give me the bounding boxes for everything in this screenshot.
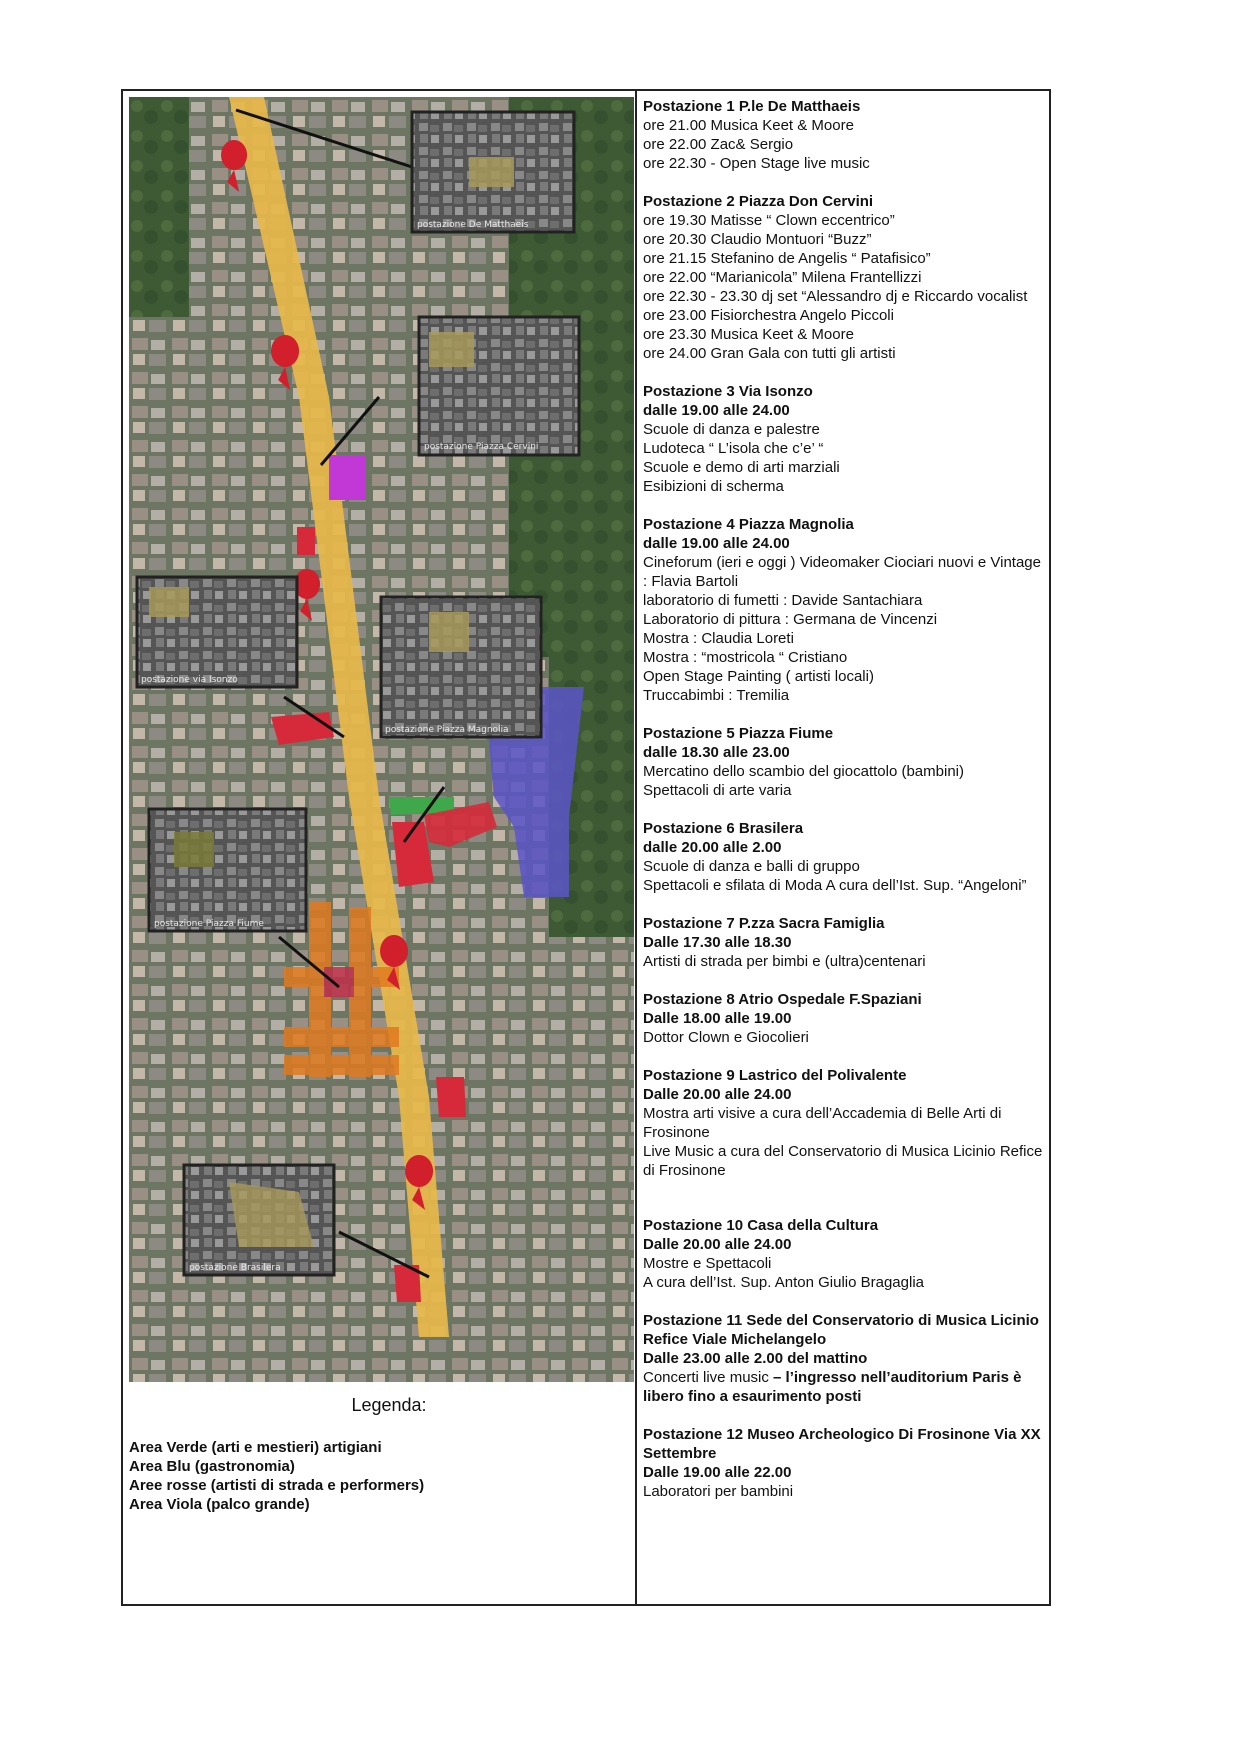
- vegetation-area: [129, 97, 189, 317]
- station-line: Mercatino dello scambio del giocattolo (bambini): [643, 763, 964, 780]
- station-10: [643, 1216, 1043, 1292]
- station-line: ore 21.00 Musica Keet & Moore: [643, 117, 854, 134]
- station-hours: dalle 20.00 alle 2.00: [643, 839, 782, 856]
- station-line: Artisti di strada per bimbi e (ultra)centenari: [643, 953, 926, 970]
- station-line: Cineforum (ieri e oggi ) Videomaker Ciociari nuovi e Vintage : Flavia Bartoli: [643, 554, 1041, 590]
- thumbnail-label: postazione De Matthaeis: [417, 220, 529, 230]
- station-hours: Dalle 20.00 alle 24.00: [643, 1236, 792, 1253]
- thumbnail-label: postazione Piazza Cervini: [424, 442, 539, 452]
- legend-item-verde: Area Verde (arti e mestieri) artigiani: [129, 1439, 382, 1456]
- thumbnail-label: postazione via Isonzo: [141, 675, 238, 685]
- area-rossa: [297, 527, 315, 555]
- station-title: Postazione 4 Piazza Magnolia: [643, 516, 854, 533]
- station-line: Laboratorio di pittura : Germana de Vincenzi: [643, 611, 938, 628]
- station-line: ore 24.00 Gran Gala con tutti gli artisti: [643, 345, 896, 362]
- station-line: ore 23.00 Fisiorchestra Angelo Piccoli: [643, 307, 894, 324]
- station-hours: Dalle 17.30 alle 18.30: [643, 934, 792, 951]
- station-line-group: [643, 1368, 1043, 1406]
- station-line: Spettacoli di arte varia: [643, 782, 792, 799]
- station-title: Postazione 7 P.zza Sacra Famiglia: [643, 915, 885, 932]
- thumbnail-label: postazione Piazza Fiume: [154, 919, 264, 929]
- station-line: Dottor Clown e Giocolieri: [643, 1029, 809, 1046]
- station-line: Spettacoli e sfilata di Moda A cura dell’Ist. Sup. “Angeloni”: [643, 877, 1027, 894]
- thumbnail-brasilera: [184, 1165, 334, 1275]
- area-viola: [329, 455, 366, 500]
- column-divider: [635, 89, 637, 1606]
- station-12: [643, 1425, 1043, 1501]
- station-line: Scuole di danza e palestre: [643, 421, 820, 438]
- thumbnail-piazza-magnolia: [381, 597, 541, 737]
- station-11: [643, 1311, 1043, 1406]
- station-line: Ludoteca “ L’isola che c’e’ “: [643, 440, 824, 457]
- area-rossa: [436, 1077, 466, 1117]
- legend-item-rosse: Aree rosse (artisti di strada e performers): [129, 1477, 425, 1494]
- station-6: [643, 819, 1043, 895]
- legend-item-viola: Area Viola (palco grande): [129, 1496, 310, 1513]
- station-5: [643, 724, 1043, 800]
- map-canvas: [129, 97, 634, 1382]
- station-line: Scuole e demo di arti marziali: [643, 459, 840, 476]
- thumbnail-piazza-fiume: [149, 809, 306, 931]
- legend-title: Legenda:: [351, 1395, 427, 1415]
- station-line: Esibizioni di scherma: [643, 478, 784, 495]
- stations-column: [643, 97, 1043, 1520]
- thumbnail-via-isonzo: [137, 577, 297, 687]
- station-line: Mostre e Spettacoli: [643, 1255, 772, 1272]
- station-1: [643, 97, 1043, 173]
- legend: [129, 1395, 629, 1514]
- station-hours: Dalle 23.00 alle 2.00 del mattino: [643, 1350, 868, 1367]
- station-7: [643, 914, 1043, 971]
- station-title: Postazione 3 Via Isonzo: [643, 383, 813, 400]
- station-line: Mostra : Claudia Loreti: [643, 630, 794, 647]
- station-3: [643, 382, 1043, 496]
- station-line: Mostra : “mostricola “ Cristiano: [643, 649, 848, 666]
- station-title: Postazione 9 Lastrico del Polivalente: [643, 1067, 907, 1084]
- station-title: Postazione 1 P.le De Matthaeis: [643, 98, 861, 115]
- station-title: Postazione 5 Piazza Fiume: [643, 725, 834, 742]
- station-line: Concerti live music: [643, 1369, 769, 1386]
- station-line: laboratorio di fumetti : Davide Santachiara: [643, 592, 923, 609]
- station-line: ore 22.00 Zac& Sergio: [643, 136, 794, 153]
- station-9: [643, 1066, 1043, 1180]
- station-line: A cura dell’Ist. Sup. Anton Giulio Bragaglia: [643, 1274, 925, 1291]
- station-hours: Dalle 19.00 alle 22.00: [643, 1464, 792, 1481]
- station-line: Mostra arti visive a cura dell’Accademia di Belle Arti di Frosinone: [643, 1105, 1002, 1141]
- station-line: ore 19.30 Matisse “ Clown eccentrico”: [643, 212, 895, 229]
- station-hours: dalle 19.00 alle 24.00: [643, 402, 790, 419]
- station-line: ore 23.30 Musica Keet & Moore: [643, 326, 854, 343]
- station-title: Postazione 2 Piazza Don Cervini: [643, 193, 874, 210]
- station-hours: dalle 19.00 alle 24.00: [643, 535, 790, 552]
- station-4: [643, 515, 1043, 705]
- station-line: Scuole di danza e balli di gruppo: [643, 858, 860, 875]
- station-line: – l’ingresso nell’auditorium Paris è libero fino a esaurimento posti: [643, 1369, 1022, 1405]
- station-line: ore 22.00 “Marianicola” Milena Frantellizzi: [643, 269, 922, 286]
- station-title: Postazione 6 Brasilera: [643, 820, 804, 837]
- station-2: [643, 192, 1043, 363]
- station-line: Open Stage Painting ( artisti locali): [643, 668, 874, 685]
- station-hours: Dalle 18.00 alle 19.00: [643, 1010, 792, 1027]
- station-hours: dalle 18.30 alle 23.00: [643, 744, 790, 761]
- station-line: Truccabimbi : Tremilia: [643, 687, 790, 704]
- thumbnail-de-matthaeis: [412, 112, 574, 232]
- thumbnail-piazza-cervini: [419, 317, 579, 455]
- legend-item-blu: Area Blu (gastronomia): [129, 1458, 295, 1475]
- station-line: Laboratori per bambini: [643, 1483, 794, 1500]
- station-line: ore 22.30 - 23.30 dj set “Alessandro dj e Riccardo vocalist: [643, 288, 1028, 305]
- thumbnail-label: postazione Piazza Magnolia: [385, 725, 509, 735]
- station-line: ore 21.15 Stefanino de Angelis “ Patafisico”: [643, 250, 931, 267]
- station-8: [643, 990, 1043, 1047]
- station-title: Postazione 11 Sede del Conservatorio di Musica Licinio Refice Viale Michelangelo: [643, 1312, 1039, 1348]
- thumbnail-label: postazione Brasilera: [189, 1263, 281, 1273]
- station-hours: Dalle 20.00 alle 24.00: [643, 1086, 792, 1103]
- station-line: ore 22.30 - Open Stage live music: [643, 155, 870, 172]
- station-line: Live Music a cura del Conservatorio di Musica Licinio Refice di Frosinone: [643, 1143, 1043, 1179]
- station-line: ore 20.30 Claudio Montuori “Buzz”: [643, 231, 872, 248]
- station-title: Postazione 8 Atrio Ospedale F.Spaziani: [643, 991, 922, 1008]
- station-title: Postazione 10 Casa della Cultura: [643, 1217, 879, 1234]
- aerial-map: [129, 97, 634, 1382]
- station-title: Postazione 12 Museo Archeologico Di Frosinone Via XX Settembre: [643, 1426, 1041, 1462]
